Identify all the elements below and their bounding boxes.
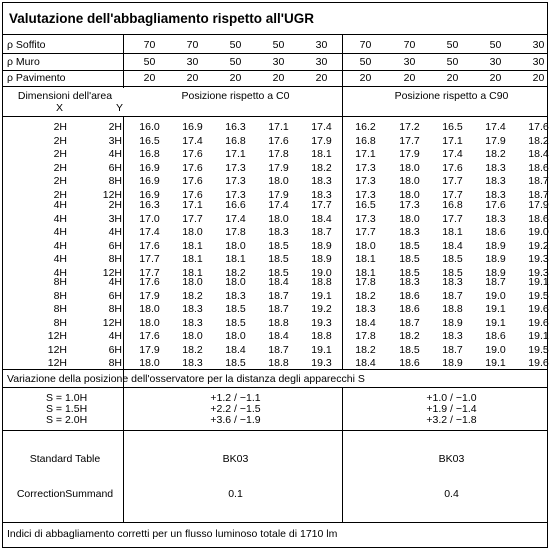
- c0-value: 18.0: [182, 276, 203, 288]
- divider-line: [3, 116, 547, 117]
- footer-note: Indici di abbagliamento corretti per un flusso luminoso totale di 1710 lm: [7, 528, 338, 540]
- c0-value: 17.6: [268, 134, 289, 147]
- c0-value: 17.9: [268, 189, 289, 201]
- c90-value: 19.1: [528, 330, 549, 342]
- c0-value: 18.5: [225, 303, 246, 316]
- c0-value: 18.4: [268, 330, 289, 342]
- row-y: 12H: [102, 267, 122, 279]
- c90-value: 18.3: [442, 330, 463, 342]
- c0-value: 18.1: [311, 148, 332, 161]
- row-y: 3H: [108, 212, 122, 225]
- row-x: 2H: [53, 134, 67, 147]
- c90-value: 17.3: [355, 212, 376, 225]
- c0-value: 16.9: [139, 175, 160, 188]
- c0-value: 18.0: [225, 276, 246, 288]
- row-x: 4H: [53, 253, 67, 266]
- c0-value: 16.3: [225, 121, 246, 133]
- c0-value: 17.3: [225, 175, 246, 188]
- row-x: 4H: [53, 212, 67, 225]
- c90-value: 18.3: [485, 189, 506, 201]
- c90-value: 17.6: [485, 199, 506, 211]
- reflectance-value: 50: [489, 39, 502, 51]
- c90-value: 19.1: [485, 316, 506, 329]
- c90-value: 19.0: [485, 289, 506, 302]
- c90-value: 19.0: [485, 343, 506, 356]
- row-x: 12H: [47, 343, 67, 356]
- standard-table-label: Standard Table: [29, 453, 101, 465]
- pos-c0-header: Posizione rispetto a C0: [181, 90, 290, 102]
- c0-value: 19.1: [311, 343, 332, 356]
- c0-value: 17.3: [225, 161, 246, 174]
- row-x: 2H: [53, 189, 67, 201]
- c90-value: 18.4: [355, 357, 376, 370]
- dims-header-title: Dimensioni dell'area: [17, 90, 113, 102]
- reflectance-value: 50: [272, 39, 285, 51]
- reflectance-value: 50: [446, 56, 459, 68]
- c90-value: 18.5: [442, 267, 463, 279]
- c0-value: 18.0: [139, 316, 160, 329]
- variation-s: S = 1.5H: [46, 403, 88, 415]
- reflectance-value: 20: [229, 72, 242, 84]
- c0-value: 18.5: [225, 316, 246, 329]
- reflectance-value: 20: [186, 72, 199, 84]
- row-y: 4H: [108, 226, 122, 239]
- reflectance-value: 30: [272, 56, 285, 68]
- row-y: 4H: [108, 148, 122, 161]
- c90-value: 16.8: [442, 199, 463, 211]
- c0-value: 18.7: [268, 343, 289, 356]
- row-x: 12H: [47, 357, 67, 370]
- c90-value: 18.7: [485, 276, 506, 288]
- c0-value: 17.1: [268, 121, 289, 133]
- divider-line: [3, 34, 547, 35]
- c90-value: 18.3: [399, 226, 420, 239]
- c0-value: 18.3: [225, 289, 246, 302]
- c90-value: 17.8: [355, 330, 376, 342]
- row-y: 8H: [108, 175, 122, 188]
- c0-value: 16.9: [139, 189, 160, 201]
- c0-value: 17.6: [139, 330, 160, 342]
- c90-value: 18.2: [355, 289, 376, 302]
- standard-table-c90: BK03: [438, 453, 465, 465]
- c0-value: 18.2: [182, 289, 203, 302]
- c90-value: 17.7: [399, 134, 420, 147]
- divider-line: [3, 522, 547, 523]
- c0-value: 18.7: [311, 226, 332, 239]
- c0-value: 16.0: [139, 121, 160, 133]
- row-x: 8H: [53, 289, 67, 302]
- c0-value: 17.6: [182, 148, 203, 161]
- c90-value: 19.6: [528, 357, 549, 370]
- row-y: 6H: [108, 239, 122, 252]
- c90-value: 17.3: [355, 189, 376, 201]
- reflectance-value: 30: [315, 56, 328, 68]
- c90-value: 18.7: [528, 189, 549, 201]
- c90-value: 17.3: [355, 161, 376, 174]
- c0-value: 18.0: [225, 330, 246, 342]
- c90-value: 18.0: [399, 189, 420, 201]
- column-divider: [123, 34, 124, 88]
- c0-value: 18.5: [268, 239, 289, 252]
- column-divider: [342, 34, 343, 88]
- c0-value: 18.0: [225, 239, 246, 252]
- c0-value: 17.8: [268, 148, 289, 161]
- c90-value: 18.5: [399, 253, 420, 266]
- divider-line: [3, 369, 547, 370]
- c0-value: 19.3: [311, 357, 332, 370]
- c90-value: 17.9: [528, 199, 549, 211]
- reflectance-value: 70: [359, 39, 372, 51]
- c90-value: 19.5: [528, 343, 549, 356]
- c90-value: 18.9: [485, 239, 506, 252]
- reflectance-value: 30: [489, 56, 502, 68]
- c0-value: 17.7: [139, 253, 160, 266]
- c90-value: 16.2: [355, 121, 376, 133]
- c90-value: 18.1: [442, 226, 463, 239]
- row-y: 4H: [108, 330, 122, 342]
- c90-value: 19.1: [485, 303, 506, 316]
- c90-value: 18.5: [399, 267, 420, 279]
- ugr-table: [2, 2, 548, 548]
- c0-value: 19.0: [311, 267, 332, 279]
- c0-value: 18.7: [268, 303, 289, 316]
- divider-line: [3, 53, 547, 54]
- dims-header-x: X: [56, 102, 64, 114]
- c90-value: 18.9: [442, 357, 463, 370]
- row-x: 2H: [53, 121, 67, 133]
- variation-s: S = 2.0H: [46, 414, 88, 426]
- c0-value: 17.4: [311, 121, 332, 133]
- column-divider: [123, 116, 124, 522]
- c90-value: 17.9: [485, 134, 506, 147]
- c0-value: 16.9: [182, 121, 203, 133]
- c90-value: 18.3: [485, 161, 506, 174]
- correction-c90: 0.4: [444, 488, 459, 500]
- c90-value: 18.2: [399, 330, 420, 342]
- c90-value: 19.5: [528, 289, 549, 302]
- c0-value: 18.2: [182, 343, 203, 356]
- c0-value: 18.0: [268, 212, 289, 225]
- row-x: 8H: [53, 316, 67, 329]
- c0-value: 17.9: [139, 343, 160, 356]
- c0-value: 18.8: [311, 330, 332, 342]
- row-x: 4H: [53, 267, 67, 279]
- reflectance-value: 30: [532, 56, 545, 68]
- c0-value: 18.9: [311, 239, 332, 252]
- c0-value: 18.2: [225, 267, 246, 279]
- reflectance-value: 20: [143, 72, 156, 84]
- reflectance-value: 20: [272, 72, 285, 84]
- c0-value: 17.1: [182, 199, 203, 211]
- c90-value: 19.3: [528, 267, 549, 279]
- c90-value: 18.7: [399, 316, 420, 329]
- c90-value: 17.7: [442, 189, 463, 201]
- pos-c90-header: Posizione rispetto a C90: [394, 90, 509, 102]
- row-x: 2H: [53, 161, 67, 174]
- c0-value: 17.6: [182, 175, 203, 188]
- c90-value: 18.2: [528, 134, 549, 147]
- row-x: 2H: [53, 148, 67, 161]
- c0-value: 17.7: [182, 212, 203, 225]
- c90-value: 17.4: [485, 121, 506, 133]
- c0-value: 17.0: [139, 212, 160, 225]
- c0-value: 18.0: [182, 226, 203, 239]
- c90-value: 17.1: [442, 134, 463, 147]
- c0-value: 18.4: [225, 343, 246, 356]
- c90-value: 17.3: [399, 199, 420, 211]
- c0-value: 16.8: [225, 134, 246, 147]
- reflectance-label: ρ Soffito: [7, 39, 46, 51]
- c0-value: 18.0: [139, 357, 160, 370]
- c90-value: 17.2: [399, 121, 420, 133]
- c90-value: 18.9: [485, 253, 506, 266]
- c0-value: 17.9: [311, 134, 332, 147]
- reflectance-value: 20: [315, 72, 328, 84]
- c90-value: 18.3: [442, 276, 463, 288]
- c90-value: 18.6: [399, 303, 420, 316]
- row-y: 8H: [108, 253, 122, 266]
- variation-title: Variazione della posizione dell'osservatore per la distanza degli apparecchi S: [7, 373, 365, 385]
- row-x: 4H: [53, 199, 67, 211]
- c90-value: 16.5: [442, 121, 463, 133]
- c0-value: 18.4: [268, 276, 289, 288]
- row-y: 2H: [108, 199, 122, 211]
- c90-value: 17.7: [442, 175, 463, 188]
- c90-value: 18.3: [399, 276, 420, 288]
- c90-value: 18.5: [399, 343, 420, 356]
- c90-value: 17.7: [442, 212, 463, 225]
- c0-value: 17.6: [139, 239, 160, 252]
- c90-value: 18.6: [399, 357, 420, 370]
- c0-value: 17.6: [182, 189, 203, 201]
- c90-value: 18.6: [528, 161, 549, 174]
- c90-value: 17.9: [399, 148, 420, 161]
- c90-value: 19.6: [528, 303, 549, 316]
- reflectance-value: 70: [403, 39, 416, 51]
- c90-value: 18.8: [442, 303, 463, 316]
- c90-value: 18.9: [485, 267, 506, 279]
- row-x: 4H: [53, 239, 67, 252]
- c0-value: 18.1: [182, 253, 203, 266]
- c90-value: 18.1: [355, 267, 376, 279]
- c90-value: 18.2: [355, 343, 376, 356]
- reflectance-value: 20: [489, 72, 502, 84]
- row-y: 12H: [102, 189, 122, 201]
- c90-value: 17.7: [355, 226, 376, 239]
- c90-value: 16.5: [355, 199, 376, 211]
- c90-value: 18.0: [399, 175, 420, 188]
- c0-value: 18.2: [311, 161, 332, 174]
- c0-value: 16.3: [139, 199, 160, 211]
- variation-s: S = 1.0H: [46, 392, 88, 404]
- row-x: 8H: [53, 276, 67, 288]
- c90-value: 17.6: [442, 161, 463, 174]
- c0-value: 18.3: [182, 303, 203, 316]
- c0-value: 16.5: [139, 134, 160, 147]
- c0-value: 18.5: [268, 267, 289, 279]
- c90-value: 18.5: [442, 253, 463, 266]
- c90-value: 18.7: [442, 343, 463, 356]
- row-x: 2H: [53, 175, 67, 188]
- c0-value: 17.1: [225, 148, 246, 161]
- divider-line: [3, 86, 547, 87]
- c90-value: 18.0: [399, 212, 420, 225]
- c90-value: 18.0: [355, 239, 376, 252]
- c0-value: 18.0: [182, 330, 203, 342]
- c0-value: 17.4: [268, 199, 289, 211]
- c90-value: 18.5: [399, 239, 420, 252]
- reflectance-value: 20: [403, 72, 416, 84]
- c0-value: 19.1: [311, 289, 332, 302]
- c0-value: 16.9: [139, 161, 160, 174]
- variation-c90: +3.2 / −1.8: [426, 414, 477, 426]
- c90-value: 18.2: [485, 148, 506, 161]
- column-divider: [342, 88, 343, 369]
- c0-value: 18.3: [268, 226, 289, 239]
- reflectance-value: 50: [229, 39, 242, 51]
- reflectance-value: 70: [143, 39, 156, 51]
- c90-value: 19.0: [528, 226, 549, 239]
- c90-value: 16.8: [355, 134, 376, 147]
- c90-value: 18.1: [355, 253, 376, 266]
- c0-value: 18.3: [311, 175, 332, 188]
- c90-value: 18.6: [485, 330, 506, 342]
- c0-value: 18.0: [139, 303, 160, 316]
- reflectance-value: 50: [446, 39, 459, 51]
- row-x: 8H: [53, 303, 67, 316]
- c90-value: 18.3: [355, 303, 376, 316]
- reflectance-value: 70: [186, 39, 199, 51]
- c0-value: 18.5: [225, 357, 246, 370]
- c0-value: 18.3: [182, 316, 203, 329]
- c90-value: 18.6: [528, 212, 549, 225]
- row-x: 12H: [47, 330, 67, 342]
- row-y: 6H: [108, 343, 122, 356]
- page-title: Valutazione dell'abbagliamento rispetto all'UGR: [9, 11, 314, 26]
- c0-value: 17.6: [182, 161, 203, 174]
- variation-c0: +2.2 / −1.5: [210, 403, 261, 415]
- c90-value: 17.1: [355, 148, 376, 161]
- row-y: 4H: [108, 276, 122, 288]
- c0-value: 18.3: [182, 357, 203, 370]
- reflectance-value: 50: [143, 56, 156, 68]
- c0-value: 16.6: [225, 199, 246, 211]
- column-divider: [342, 387, 343, 522]
- row-y: 8H: [108, 303, 122, 316]
- divider-line: [3, 387, 547, 388]
- c90-value: 19.3: [528, 253, 549, 266]
- c90-value: 17.3: [355, 175, 376, 188]
- c0-value: 17.4: [182, 134, 203, 147]
- standard-table-c0: BK03: [222, 453, 249, 465]
- c90-value: 19.6: [528, 316, 549, 329]
- row-y: 2H: [108, 121, 122, 133]
- reflectance-label: ρ Muro: [7, 56, 40, 68]
- c0-value: 18.1: [182, 239, 203, 252]
- c90-value: 18.7: [442, 289, 463, 302]
- c0-value: 18.9: [311, 253, 332, 266]
- reflectance-value: 20: [532, 72, 545, 84]
- c0-value: 17.9: [268, 161, 289, 174]
- reflectance-value: 50: [229, 56, 242, 68]
- reflectance-value: 20: [359, 72, 372, 84]
- c90-value: 19.1: [485, 357, 506, 370]
- c90-value: 17.6: [528, 121, 549, 133]
- reflectance-value: 30: [315, 39, 328, 51]
- reflectance-value: 30: [186, 56, 199, 68]
- c0-value: 18.4: [311, 212, 332, 225]
- c90-value: 18.4: [528, 148, 549, 161]
- c0-value: 17.6: [139, 276, 160, 288]
- c0-value: 18.1: [225, 253, 246, 266]
- correction-c0: 0.1: [228, 488, 243, 500]
- reflectance-value: 30: [532, 39, 545, 51]
- c0-value: 18.8: [311, 276, 332, 288]
- variation-c90: +1.9 / −1.4: [426, 403, 477, 415]
- c0-value: 16.8: [139, 148, 160, 161]
- c0-value: 17.4: [225, 212, 246, 225]
- reflectance-value: 50: [359, 56, 372, 68]
- c90-value: 18.6: [399, 289, 420, 302]
- c0-value: 17.7: [311, 199, 332, 211]
- c0-value: 18.8: [268, 316, 289, 329]
- c90-value: 17.4: [442, 148, 463, 161]
- reflectance-value: 30: [403, 56, 416, 68]
- row-y: 6H: [108, 289, 122, 302]
- c0-value: 18.5: [268, 253, 289, 266]
- c90-value: 18.3: [485, 175, 506, 188]
- c90-value: 18.4: [355, 316, 376, 329]
- c90-value: 18.0: [399, 161, 420, 174]
- row-y: 12H: [102, 316, 122, 329]
- c0-value: 18.3: [311, 189, 332, 201]
- c0-value: 18.0: [268, 175, 289, 188]
- row-y: 8H: [108, 357, 122, 370]
- correction-label: CorrectionSummand: [16, 488, 114, 500]
- c0-value: 17.9: [139, 289, 160, 302]
- variation-c0: +3.6 / −1.9: [210, 414, 261, 426]
- c90-value: 18.3: [485, 212, 506, 225]
- c0-value: 18.1: [182, 267, 203, 279]
- c0-value: 17.4: [139, 226, 160, 239]
- reflectance-label: ρ Pavimento: [7, 72, 66, 84]
- row-x: 4H: [53, 226, 67, 239]
- variation-c0: +1.2 / −1.1: [210, 392, 261, 404]
- c0-value: 19.3: [311, 316, 332, 329]
- c90-value: 17.8: [355, 276, 376, 288]
- variation-c90: +1.0 / −1.0: [426, 392, 477, 404]
- c90-value: 18.6: [485, 226, 506, 239]
- divider-line: [3, 70, 547, 71]
- c90-value: 19.1: [528, 276, 549, 288]
- dims-header-y: Y: [116, 102, 124, 114]
- row-y: 3H: [108, 134, 122, 147]
- reflectance-value: 20: [446, 72, 459, 84]
- c90-value: 18.9: [442, 316, 463, 329]
- row-y: 6H: [108, 161, 122, 174]
- c90-value: 18.7: [528, 175, 549, 188]
- c90-value: 19.2: [528, 239, 549, 252]
- c0-value: 17.7: [139, 267, 160, 279]
- c0-value: 18.7: [268, 289, 289, 302]
- divider-line: [3, 430, 547, 431]
- c90-value: 18.4: [442, 239, 463, 252]
- c0-value: 19.2: [311, 303, 332, 316]
- c0-value: 17.3: [225, 189, 246, 201]
- c0-value: 18.8: [268, 357, 289, 370]
- c0-value: 17.8: [225, 226, 246, 239]
